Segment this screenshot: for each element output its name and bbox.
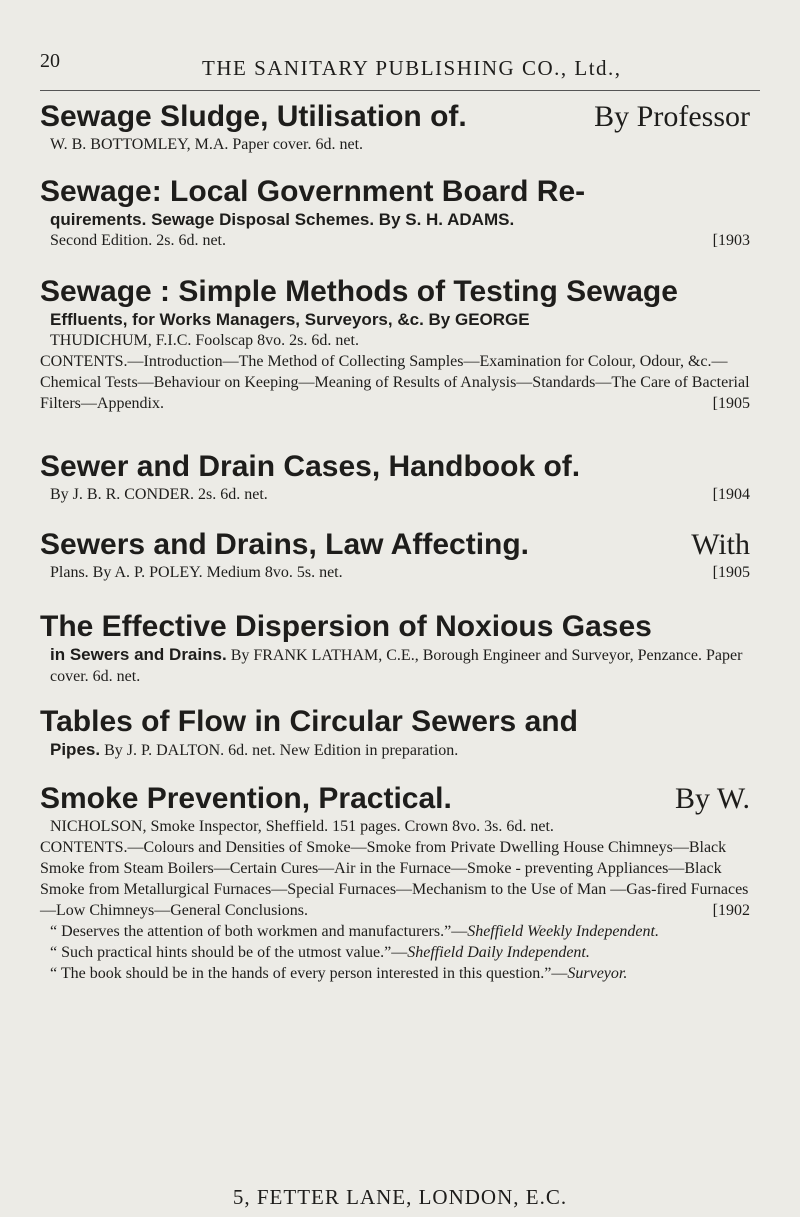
entry-subtitle: in Sewers and Drains. — [50, 645, 227, 664]
publisher-heading: THE SANITARY PUBLISHING CO., Ltd., — [202, 56, 622, 80]
entry-title: Sewer and Drain Cases, Handbook of. — [40, 450, 581, 483]
entry-details: By J. B. R. CONDER. 2s. 6d. net. [1904 — [50, 486, 750, 503]
entry-details: Plans. By A. P. POLEY. Medium 8vo. 5s. net. [1905 — [50, 564, 750, 581]
entry-title: Sewers and Drains, Law Affecting. With — [40, 528, 750, 561]
entry-details: NICHOLSON, Smoke Inspector, Sheffield. 151 pages. Crown 8vo. 3s. 6d. net. — [50, 818, 554, 835]
page-number: 20 — [40, 50, 60, 72]
catalogue-entry — [40, 528, 750, 583]
entry-title: Tables of Flow in Circular Sewers and — [40, 705, 578, 738]
publisher-address: 5, FETTER LANE, LONDON, E.C. — [232, 1185, 568, 1209]
entry-title: Sewage: Local Government Board Re- — [40, 175, 586, 208]
catalogue-entry — [40, 175, 750, 251]
entry-subtitle: quirements. Sewage Disposal Schemes. By S. H. ADAMS. — [50, 210, 515, 229]
review-quote: “ The book should be in the hands of every person interested in this question.”—Surveyor. — [50, 965, 628, 982]
catalogue-entry — [40, 100, 750, 155]
entry-contents: CONTENTS.—Colours and Densities of Smoke—Smoke from Private Dwelling House Chimneys—Black Smoke from Steam Boilers—Certain Cures—Air in the Furnace—Smoke - preventing Appliances—Black Smoke from Metallurgical Furnaces—Special Furnaces—Mechanism to the Use of Man —Gas-fired Furnaces—Low Chimneys—General Conclusions. [1902 — [40, 839, 750, 919]
entry-year: [1903 — [712, 232, 750, 249]
entry-details: THUDICHUM, F.I.C. Foolscap 8vo. 2s. 6d. net. — [50, 332, 359, 349]
entry-title: Sewage Sludge, Utilisation of. By Professor — [40, 100, 750, 133]
catalogue-entry — [40, 705, 750, 761]
entry-title: The Effective Dispersion of Noxious Gases — [40, 610, 652, 643]
entry-year: [1902 — [712, 902, 750, 919]
entry-year: [1904 — [712, 486, 750, 503]
entry-details: Second Edition. 2s. 6d. net. [1903 — [50, 232, 750, 249]
entry-year: [1905 — [712, 395, 750, 412]
review-quote: “ Deserves the attention of both workmen and manufacturers.”—Sheffield Weekly Independent. — [50, 923, 659, 940]
entry-subtitle: Pipes. — [50, 740, 101, 759]
catalogue-entry — [40, 782, 750, 984]
entry-contents: CONTENTS.—Introduction—The Method of Collecting Samples—Examination for Colour, Odour, &c.—Chemical Tests—Behaviour on Keeping—Meaning of Results of Analysis—Standards—The Care of Bacterial Filters—Appendix. [1905 — [40, 353, 750, 412]
entry-subtitle: Effluents, for Works Managers, Surveyors, &c. By GEORGE — [50, 310, 530, 329]
entry-title: Smoke Prevention, Practical. By W. — [40, 782, 750, 815]
entry-details: in Sewers and Drains. By FRANK LATHAM, C.E., Borough Engineer and Surveyor, Penzance. Paper cover. 6d. net. — [50, 645, 743, 685]
catalogue-entry — [40, 450, 750, 505]
running-head — [40, 50, 760, 91]
entry-details: Pipes. By J. P. DALTON. 6d. net. New Edition in preparation. — [50, 740, 459, 759]
entry-year: [1905 — [712, 564, 750, 581]
entry-details: W. B. BOTTOMLEY, M.A. Paper cover. 6d. net. — [50, 136, 364, 153]
catalogue-entry — [40, 275, 750, 414]
review-quote: “ Such practical hints should be of the utmost value.”—Sheffield Daily Independent. — [50, 944, 590, 961]
catalogue-entry — [40, 610, 750, 687]
entry-title: Sewage : Simple Methods of Testing Sewage — [40, 275, 678, 308]
